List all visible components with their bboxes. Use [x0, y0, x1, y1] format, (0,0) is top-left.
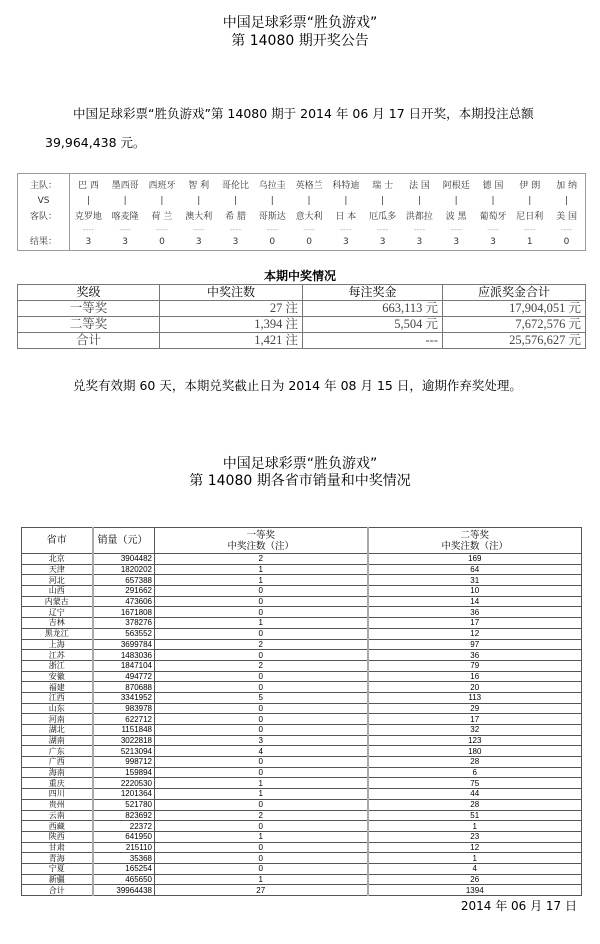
match-column — [70, 174, 107, 250]
header-first-prize-line-1: 一等奖 — [246, 529, 275, 541]
second-prize-count: 29 — [368, 703, 582, 714]
province-name: 宁夏 — [22, 863, 93, 874]
province-row — [22, 575, 582, 586]
second-prize-count: 1 — [368, 853, 582, 864]
prize-per-bet: 663,113 元 — [303, 301, 443, 317]
province-name: 湖北 — [22, 725, 93, 736]
province-name: 江苏 — [22, 650, 93, 661]
second-prize-count: 36 — [368, 607, 582, 618]
second-prize-count: 44 — [368, 789, 582, 800]
match-result: 0 — [159, 237, 165, 247]
match-column — [254, 174, 291, 250]
province-name: 广东 — [22, 746, 93, 757]
match-column — [291, 174, 328, 250]
province-sales: 3904482 — [93, 554, 155, 565]
prize-row-total — [18, 333, 586, 349]
province-name: 河北 — [22, 575, 93, 586]
province-row — [22, 789, 582, 800]
province-row — [22, 725, 582, 736]
province-sales: 1201364 — [93, 789, 155, 800]
prize-level: 二等奖 — [18, 317, 160, 333]
province-sales: 622712 — [93, 714, 155, 725]
header-first-prize — [155, 528, 368, 554]
first-prize-count: 0 — [155, 725, 368, 736]
header-second-prize-line-1: 二等奖 — [460, 529, 489, 541]
first-prize-count: 0 — [155, 586, 368, 597]
first-prize-count: 1 — [155, 575, 368, 586]
second-prize-count: 23 — [368, 831, 582, 842]
away-team: 希 腊 — [225, 212, 246, 222]
vs-separator: | — [197, 196, 201, 206]
province-row — [22, 607, 582, 618]
announcement-text-line-2: 39,964,438 元。 — [45, 135, 146, 150]
vs-separator: | — [528, 196, 532, 206]
home-label: 主队： — [29, 181, 57, 191]
vs-separator: | — [160, 196, 164, 206]
vs-separator: | — [565, 196, 569, 206]
province-name: 辽宁 — [22, 607, 93, 618]
vs-separator: | — [86, 196, 90, 206]
province-row — [22, 703, 582, 714]
match-result: 1 — [526, 237, 533, 247]
prize-total: 7,672,576 元 — [443, 317, 586, 333]
province-row — [22, 799, 582, 810]
province-name: 贵州 — [22, 799, 93, 810]
away-team: 哥斯达 — [258, 212, 286, 222]
result-divider: ---- — [156, 225, 168, 234]
vs-separator: | — [491, 196, 495, 206]
away-team: 美 国 — [556, 212, 577, 222]
second-prize-count: 12 — [368, 628, 582, 639]
province-row — [22, 650, 582, 661]
second-prize-count: 14 — [368, 596, 582, 607]
vs-separator: | — [123, 196, 127, 206]
province-section-title — [0, 456, 600, 490]
province-row — [22, 660, 582, 671]
province-row — [22, 714, 582, 725]
prize-level: 一等奖 — [18, 301, 160, 317]
match-column — [475, 174, 512, 250]
first-prize-count: 0 — [155, 607, 368, 618]
province-title-line-1: 中国足球彩票“胜负游戏” — [222, 456, 378, 472]
vs-separator: | — [381, 196, 385, 206]
province-sales: 657388 — [93, 575, 155, 586]
province-sales: 215110 — [93, 842, 155, 853]
province-sales: 473606 — [93, 596, 155, 607]
province-sales: 3699784 — [93, 639, 155, 650]
match-column — [548, 174, 585, 250]
province-sales: 35368 — [93, 853, 155, 864]
first-prize-count: 1 — [155, 618, 368, 629]
province-row — [22, 735, 582, 746]
match-result: 3 — [85, 237, 92, 247]
prize-table — [17, 284, 586, 349]
result-divider: ---- — [266, 225, 279, 234]
province-row — [22, 831, 582, 842]
first-prize-count: 4 — [155, 746, 368, 757]
match-result: 0 — [563, 237, 570, 247]
result-divider: ---- — [192, 225, 205, 234]
province-sales: 378276 — [93, 618, 155, 629]
home-team: 英格兰 — [295, 181, 323, 191]
second-prize-count: 32 — [368, 725, 582, 736]
result-divider: ---- — [303, 225, 315, 234]
province-name: 合计 — [22, 885, 93, 896]
first-prize-count: 0 — [155, 863, 368, 874]
first-prize-count: 2 — [155, 660, 368, 671]
claim-notice: 兑奖有效期 60 天，本期兑奖截止日为 2014 年 08 月 15 日，逾期作弃奖处理。 — [73, 378, 522, 393]
province-name: 上海 — [22, 639, 93, 650]
away-team: 意大利 — [295, 212, 323, 222]
vs-separator: | — [307, 196, 311, 206]
second-prize-count: 4 — [368, 863, 582, 874]
match-result: 0 — [269, 237, 276, 247]
label-spacer — [18, 225, 69, 235]
announcement-text-line-1: 中国足球彩票“胜负游戏”第 14080 期于 2014 年 06 月 17 日开奖，本期投注总额 — [73, 106, 534, 121]
second-prize-count: 17 — [368, 618, 582, 629]
province-name: 陕西 — [22, 831, 93, 842]
second-prize-count: 79 — [368, 660, 582, 671]
match-column — [217, 174, 254, 250]
prize-table-title: 本期中奖情况 — [263, 269, 336, 283]
result-divider: ---- — [340, 225, 352, 234]
result-divider: ---- — [413, 225, 426, 234]
home-team: 法 国 — [408, 181, 430, 191]
second-prize-count: 123 — [368, 735, 582, 746]
prize-row-first — [18, 301, 586, 317]
province-row — [22, 767, 582, 778]
prize-per-bet: --- — [303, 333, 443, 349]
province-sales: 641950 — [93, 831, 155, 842]
province-row — [22, 692, 582, 703]
province-row — [22, 853, 582, 864]
province-sales: 291662 — [93, 586, 155, 597]
away-team: 厄瓜多 — [369, 212, 397, 222]
first-prize-count: 0 — [155, 821, 368, 832]
province-name: 西藏 — [22, 821, 93, 832]
province-name: 重庆 — [22, 778, 93, 789]
vs-separator: | — [454, 196, 458, 206]
prize-level: 合计 — [18, 333, 160, 349]
match-column — [180, 174, 217, 250]
second-prize-count: 20 — [368, 682, 582, 693]
match-result: 0 — [306, 237, 312, 247]
first-prize-count: 1 — [155, 789, 368, 800]
header-level: 奖级 — [18, 285, 160, 301]
province-sales: 1483036 — [93, 650, 155, 661]
prize-count: 1,421 注 — [160, 333, 303, 349]
province-sales: 3022818 — [93, 735, 155, 746]
first-prize-count: 0 — [155, 757, 368, 768]
province-name: 吉林 — [22, 618, 93, 629]
away-team: 克罗地 — [74, 212, 102, 222]
province-name: 山东 — [22, 703, 93, 714]
province-row — [22, 628, 582, 639]
province-name: 山西 — [22, 586, 93, 597]
result-divider: ---- — [229, 225, 242, 234]
match-columns — [70, 174, 585, 250]
province-row — [22, 778, 582, 789]
first-prize-count: 1 — [155, 874, 368, 885]
vs-separator: | — [417, 196, 421, 206]
province-name: 浙江 — [22, 660, 93, 671]
match-column — [144, 174, 181, 250]
province-name: 广西 — [22, 757, 93, 768]
first-prize-count: 0 — [155, 682, 368, 693]
second-prize-count: 31 — [368, 575, 582, 586]
away-team: 尼日利 — [516, 212, 544, 222]
province-sales: 22372 — [93, 821, 155, 832]
prize-table-header — [18, 285, 586, 301]
province-title-line-2: 第 14080 期各省市销量和中奖情况 — [189, 473, 411, 489]
province-total-row — [22, 885, 582, 896]
province-name: 黑龙江 — [22, 628, 93, 639]
match-result: 3 — [379, 237, 386, 247]
second-prize-count: 75 — [368, 778, 582, 789]
home-team: 伊 朗 — [519, 181, 541, 191]
result-divider: ---- — [523, 225, 536, 234]
header-sales: 销量（元） — [93, 528, 155, 554]
province-name: 海南 — [22, 767, 93, 778]
second-prize-count: 17 — [368, 714, 582, 725]
province-row — [22, 757, 582, 768]
first-prize-count: 0 — [155, 842, 368, 853]
province-row — [22, 746, 582, 757]
home-team: 西班牙 — [148, 181, 176, 191]
home-team: 墨西哥 — [111, 181, 139, 191]
first-prize-count: 0 — [155, 650, 368, 661]
match-column — [401, 174, 438, 250]
province-name: 四川 — [22, 789, 93, 800]
prize-row-second — [18, 317, 586, 333]
match-column — [107, 174, 144, 250]
province-row — [22, 810, 582, 821]
footer-date: 2014 年 06 月 17 日 — [460, 899, 577, 913]
header-count: 中奖注数 — [160, 285, 303, 301]
vs-separator: | — [270, 196, 274, 206]
match-result: 3 — [416, 237, 423, 247]
second-prize-count: 6 — [368, 767, 582, 778]
first-prize-count: 2 — [155, 554, 368, 565]
vs-separator: | — [344, 196, 348, 206]
province-row — [22, 639, 582, 650]
province-row — [22, 564, 582, 575]
province-name: 北京 — [22, 554, 93, 565]
result-divider: ---- — [82, 225, 95, 234]
province-row — [22, 842, 582, 853]
home-team: 智 利 — [188, 181, 210, 191]
province-sales: 159894 — [93, 767, 155, 778]
match-column — [438, 174, 475, 250]
home-team: 科特迪 — [332, 181, 360, 191]
first-prize-count: 1 — [155, 564, 368, 575]
province-sales: 1671808 — [93, 607, 155, 618]
vs-label: VS — [37, 196, 50, 206]
match-result: 3 — [490, 237, 496, 247]
first-prize-count: 0 — [155, 671, 368, 682]
prize-per-bet: 5,504 元 — [303, 317, 443, 333]
first-prize-count: 1 — [155, 778, 368, 789]
header-province: 省市 — [22, 528, 93, 554]
province-sales-table — [21, 527, 582, 896]
second-prize-count: 169 — [368, 554, 582, 565]
prize-count: 1,394 注 — [160, 317, 303, 333]
second-prize-count: 113 — [368, 692, 582, 703]
result-divider: ---- — [119, 225, 131, 234]
first-prize-count: 0 — [155, 596, 368, 607]
match-result: 3 — [195, 237, 202, 247]
second-prize-count: 180 — [368, 746, 582, 757]
province-row — [22, 586, 582, 597]
province-name: 湖南 — [22, 735, 93, 746]
province-name: 新疆 — [22, 874, 93, 885]
prize-total: 17,904,051 元 — [443, 301, 586, 317]
province-sales: 465650 — [93, 874, 155, 885]
prize-total: 25,576,627 元 — [443, 333, 586, 349]
away-team: 澳大利 — [185, 212, 213, 222]
second-prize-count: 1394 — [368, 885, 582, 896]
vs-separator: | — [233, 196, 238, 206]
match-column — [511, 174, 548, 250]
second-prize-count: 97 — [368, 639, 582, 650]
first-prize-count: 2 — [155, 639, 368, 650]
province-row — [22, 671, 582, 682]
match-result: 3 — [122, 237, 129, 247]
province-name: 甘肃 — [22, 842, 93, 853]
second-prize-count: 36 — [368, 650, 582, 661]
second-prize-count: 28 — [368, 799, 582, 810]
result-divider: ---- — [376, 225, 389, 234]
first-prize-count: 27 — [155, 885, 368, 896]
header-second-prize-line-2: 中奖注数（注） — [441, 540, 508, 552]
second-prize-count: 16 — [368, 671, 582, 682]
province-sales: 1151848 — [93, 725, 155, 736]
province-row — [22, 682, 582, 693]
province-sales: 5213094 — [93, 746, 155, 757]
province-row — [22, 618, 582, 629]
home-team: 阿根廷 — [442, 181, 470, 191]
away-team: 洪都拉 — [405, 212, 433, 222]
province-sales: 870688 — [93, 682, 155, 693]
second-prize-count: 64 — [368, 564, 582, 575]
prize-count: 27 注 — [160, 301, 303, 317]
result-divider: ---- — [487, 225, 499, 234]
province-sales: 1820202 — [93, 564, 155, 575]
first-prize-count: 0 — [155, 767, 368, 778]
match-result: 3 — [453, 237, 460, 247]
first-prize-count: 0 — [155, 853, 368, 864]
announcement-title — [0, 14, 600, 50]
first-prize-count: 0 — [155, 628, 368, 639]
province-name: 内蒙古 — [22, 596, 93, 607]
away-team: 喀麦隆 — [111, 212, 139, 222]
province-table-header — [22, 528, 582, 554]
province-name: 安徽 — [22, 671, 93, 682]
result-divider: ---- — [450, 225, 462, 234]
home-team: 瑞 士 — [372, 181, 394, 191]
match-column — [364, 174, 401, 250]
result-divider: ---- — [560, 225, 573, 234]
province-name: 云南 — [22, 810, 93, 821]
home-team: 乌拉圭 — [258, 181, 286, 191]
away-team: 葡萄牙 — [479, 212, 507, 222]
result-label: 结果： — [29, 237, 57, 247]
away-team: 日 本 — [335, 212, 357, 222]
first-prize-count: 1 — [155, 831, 368, 842]
first-prize-count: 2 — [155, 810, 368, 821]
second-prize-count: 10 — [368, 586, 582, 597]
match-result: 3 — [232, 237, 239, 247]
first-prize-count: 0 — [155, 714, 368, 725]
second-prize-count: 26 — [368, 874, 582, 885]
province-sales: 165254 — [93, 863, 155, 874]
province-name: 青海 — [22, 853, 93, 864]
header-first-prize-line-2: 中奖注数（注） — [227, 540, 294, 552]
province-sales: 823692 — [93, 810, 155, 821]
header-second-prize — [368, 528, 582, 554]
second-prize-count: 51 — [368, 810, 582, 821]
home-team: 巴 西 — [77, 181, 99, 191]
province-row — [22, 596, 582, 607]
away-team: 荷 兰 — [151, 212, 173, 222]
province-sales: 2220530 — [93, 778, 155, 789]
home-team: 德 国 — [482, 181, 504, 191]
province-sales: 494772 — [93, 671, 155, 682]
province-row — [22, 863, 582, 874]
province-name: 江西 — [22, 692, 93, 703]
match-column — [327, 174, 364, 250]
province-row — [22, 554, 582, 565]
province-sales: 3341952 — [93, 692, 155, 703]
match-label-column — [18, 174, 70, 250]
first-prize-count: 3 — [155, 735, 368, 746]
province-name: 天津 — [22, 564, 93, 575]
home-team: 加 纳 — [556, 181, 577, 191]
header-per-bet: 每注奖金 — [303, 285, 443, 301]
second-prize-count: 1 — [368, 821, 582, 832]
province-table-body — [22, 554, 582, 896]
province-sales: 563552 — [93, 628, 155, 639]
province-sales: 1847104 — [93, 660, 155, 671]
match-result: 3 — [342, 237, 349, 247]
title-line-2: 第 14080 期开奖公告 — [231, 33, 369, 49]
province-name: 河南 — [22, 714, 93, 725]
away-team: 波 黑 — [445, 212, 467, 222]
province-sales: 521780 — [93, 799, 155, 810]
away-label: 客队： — [29, 212, 57, 222]
first-prize-count: 5 — [155, 692, 368, 703]
second-prize-count: 28 — [368, 757, 582, 768]
province-sales: 998712 — [93, 757, 155, 768]
home-team: 哥伦比 — [222, 181, 250, 191]
second-prize-count: 12 — [368, 842, 582, 853]
province-sales: 983978 — [93, 703, 155, 714]
title-line-1: 中国足球彩票“胜负游戏” — [222, 15, 378, 31]
province-name: 福建 — [22, 682, 93, 693]
header-total: 应派奖金合计 — [443, 285, 586, 301]
province-row — [22, 821, 582, 832]
match-results-table — [17, 173, 586, 251]
province-sales: 39964438 — [93, 885, 155, 896]
first-prize-count: 0 — [155, 703, 368, 714]
first-prize-count: 0 — [155, 799, 368, 810]
province-row — [22, 874, 582, 885]
